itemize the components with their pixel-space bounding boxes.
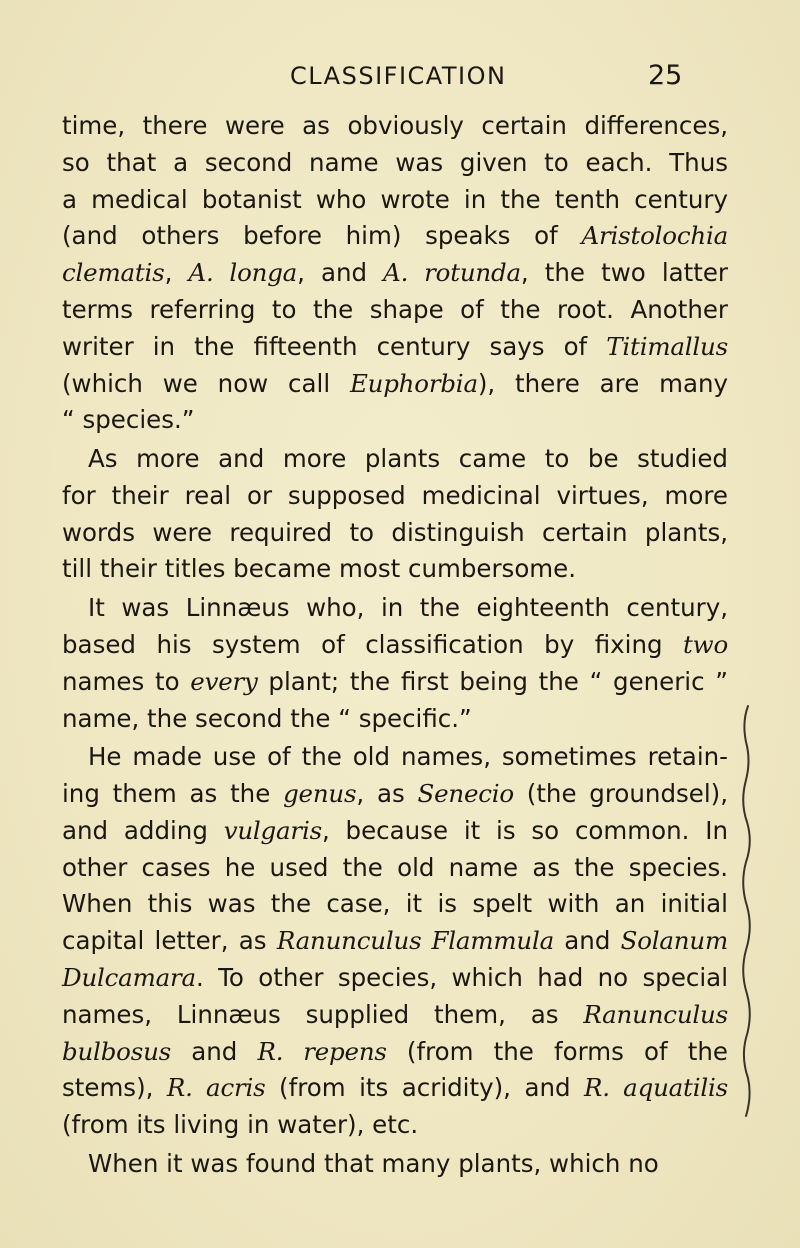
italic-term: Solanum	[620, 926, 728, 956]
text-line: words were required to distinguish certain plants,	[62, 517, 728, 547]
italic-term: R. acris	[166, 1073, 266, 1103]
text-line: “ species.”	[62, 405, 195, 435]
text-line: As more and more plants came to be studied	[88, 444, 728, 474]
italic-term: Aristolochia	[581, 221, 728, 251]
text-line: time, there were as obviously certain differences,	[62, 111, 728, 140]
italic-term: A. rotunda	[383, 258, 521, 288]
text-line: When it was found that many plants, which no	[88, 1148, 659, 1178]
text-line: other cases he used the old name as the species.	[62, 852, 728, 882]
margin-pencil-mark	[738, 702, 762, 1122]
text-line: writer in the fifteenth century says of Titimallus	[62, 331, 728, 361]
italic-term: bulbosus	[62, 1036, 172, 1066]
italic-term: Ranunculus	[583, 999, 728, 1029]
text-line: names to every plant; the first being the “ generic ”	[62, 666, 729, 696]
chapter-title: CLASSIFICATION	[290, 62, 507, 90]
text-line: bulbosus and R. repens (from the forms of the	[62, 1036, 728, 1066]
text-line: clematis, A. longa, and A. rotunda, the two latter	[62, 258, 728, 288]
text-line: (and others before him) speaks of Aristolochia	[62, 221, 728, 251]
text-line: names, Linnæus supplied them, as Ranunculus	[62, 999, 728, 1029]
text-line: He made use of the old names, sometimes retain-	[88, 742, 728, 772]
text-line: capital letter, as Ranunculus Flammula and Solanum	[62, 926, 728, 956]
italic-term: clematis	[62, 258, 165, 288]
italic-term: Euphorbia	[349, 368, 478, 398]
text-line: (which we now call Euphorbia), there are many	[62, 368, 728, 398]
text-line: Dulcamara. To other species, which had no special	[62, 963, 728, 992]
text-line: for their real or supposed medicinal virtues, more	[62, 480, 728, 510]
text-line: name, the second the “ specific.”	[62, 703, 472, 733]
italic-term: genus	[283, 779, 357, 809]
italic-term: every	[190, 666, 258, 696]
text-line: based his system of classification by fixing two	[62, 629, 728, 659]
italic-term: R. repens	[257, 1036, 387, 1066]
italic-term: vulgaris	[223, 815, 322, 845]
text-line: It was Linnæus who, in the eighteenth century,	[88, 593, 728, 623]
running-head	[0, 60, 800, 100]
text-line: stems), R. acris (from its acridity), and R. aquatilis	[62, 1073, 728, 1103]
text-line: till their titles became most cumbersome.	[62, 554, 577, 584]
italic-term: two	[683, 629, 728, 659]
text-line: a medical botanist who wrote in the tenth century	[62, 184, 728, 214]
text-line: When this was the case, it is spelt with an initial	[62, 889, 728, 919]
italic-term: Senecio	[417, 779, 514, 809]
text-line: ing them as the genus, as Senecio (the groundsel),	[62, 779, 728, 809]
italic-term: Dulcamara	[62, 963, 196, 992]
italic-term: A. longa	[188, 258, 298, 288]
text-line: so that a second name was given to each. Thus	[62, 147, 728, 177]
italic-term: Titimallus	[606, 331, 728, 361]
page-number: 25	[648, 60, 683, 91]
italic-term: R. aquatilis	[584, 1073, 728, 1103]
text-line: terms referring to the shape of the root. Another	[62, 294, 728, 324]
italic-term: Ranunculus Flammula	[276, 926, 555, 956]
body-text	[62, 108, 728, 1183]
text-line: and adding vulgaris, because it is so common. In	[62, 815, 728, 845]
text-line: (from its living in water), etc.	[62, 1110, 419, 1140]
